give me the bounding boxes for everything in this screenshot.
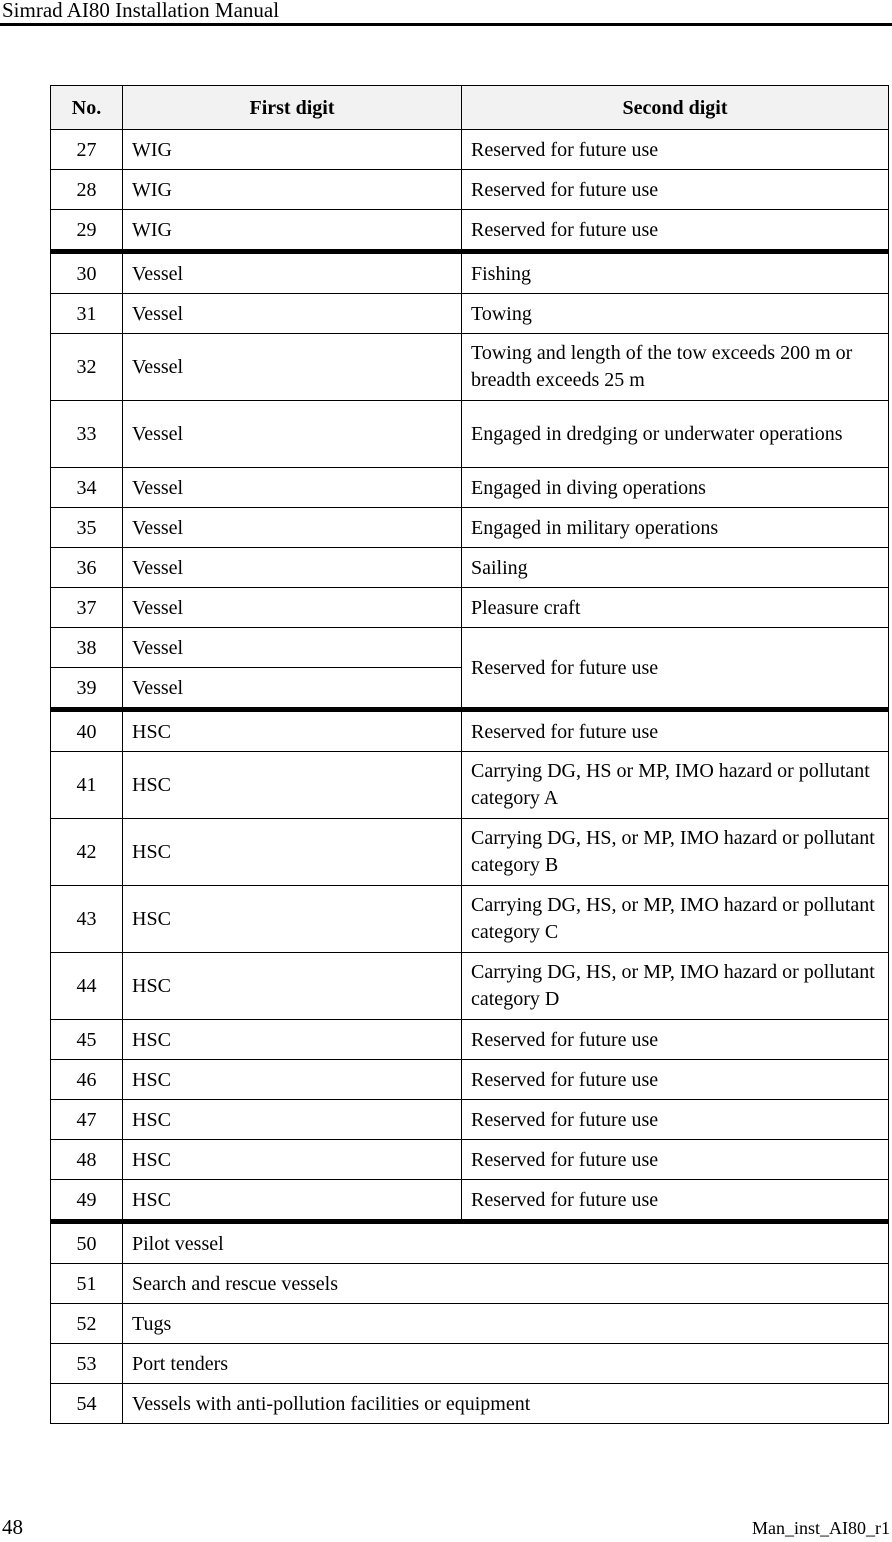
cell-first-digit: Vessel xyxy=(123,294,462,334)
cell-second-digit-merged: Reserved for future use xyxy=(462,628,889,710)
table-row xyxy=(51,1140,889,1180)
cell-no: 54 xyxy=(51,1384,123,1424)
cell-description: Vessels with anti-pollution facilities or equipment xyxy=(123,1384,889,1424)
cell-no: 47 xyxy=(51,1100,123,1140)
document-id: Man_inst_AI80_r1 xyxy=(752,1518,890,1538)
table-row xyxy=(51,294,889,334)
table-row xyxy=(51,252,889,294)
table-row xyxy=(51,1060,889,1100)
column-header-first-digit: First digit xyxy=(123,86,462,130)
cell-no: 29 xyxy=(51,210,123,252)
cell-first-digit: WIG xyxy=(123,210,462,252)
cell-second-digit: Reserved for future use xyxy=(462,1100,889,1140)
cell-first-digit: HSC xyxy=(123,953,462,1020)
cell-second-digit: Reserved for future use xyxy=(462,130,889,170)
cell-second-digit: Towing xyxy=(462,294,889,334)
cell-no: 52 xyxy=(51,1304,123,1344)
cell-first-digit: HSC xyxy=(123,886,462,953)
cell-no: 32 xyxy=(51,334,123,401)
table-row xyxy=(51,752,889,819)
cell-first-digit: HSC xyxy=(123,1180,462,1222)
cell-description: Tugs xyxy=(123,1304,889,1344)
cell-no: 34 xyxy=(51,468,123,508)
cell-first-digit: HSC xyxy=(123,819,462,886)
cell-no: 35 xyxy=(51,508,123,548)
table-row xyxy=(51,819,889,886)
cell-first-digit: Vessel xyxy=(123,334,462,401)
cell-second-digit: Reserved for future use xyxy=(462,1060,889,1100)
table-row xyxy=(51,1264,889,1304)
cell-no: 46 xyxy=(51,1060,123,1100)
cell-no: 49 xyxy=(51,1180,123,1222)
table-row xyxy=(51,710,889,752)
cell-no: 53 xyxy=(51,1344,123,1384)
ship-type-table xyxy=(50,85,889,1424)
cell-second-digit: Reserved for future use xyxy=(462,1180,889,1222)
cell-no: 41 xyxy=(51,752,123,819)
cell-second-digit: Fishing xyxy=(462,252,889,294)
cell-first-digit: HSC xyxy=(123,1060,462,1100)
table-row xyxy=(51,548,889,588)
cell-first-digit: WIG xyxy=(123,130,462,170)
cell-no: 27 xyxy=(51,130,123,170)
cell-first-digit: Vessel xyxy=(123,588,462,628)
cell-second-digit: Pleasure craft xyxy=(462,588,889,628)
table-row xyxy=(51,1344,889,1384)
cell-first-digit: Vessel xyxy=(123,401,462,468)
cell-no: 33 xyxy=(51,401,123,468)
table-row xyxy=(51,1304,889,1344)
cell-description: Search and rescue vessels xyxy=(123,1264,889,1304)
cell-second-digit: Towing and length of the tow exceeds 200 m or breadth exceeds 25 m xyxy=(462,334,889,401)
table-row xyxy=(51,1020,889,1060)
cell-first-digit: HSC xyxy=(123,1140,462,1180)
cell-second-digit: Reserved for future use xyxy=(462,1140,889,1180)
cell-first-digit: WIG xyxy=(123,170,462,210)
cell-second-digit: Engaged in diving operations xyxy=(462,468,889,508)
column-header-no: No. xyxy=(51,86,123,130)
cell-first-digit: Vessel xyxy=(123,468,462,508)
cell-no: 31 xyxy=(51,294,123,334)
table-row xyxy=(51,1100,889,1140)
cell-no: 38 xyxy=(51,628,123,668)
cell-second-digit: Carrying DG, HS, or MP, IMO hazard or pollutant category D xyxy=(462,953,889,1020)
cell-no: 30 xyxy=(51,252,123,294)
cell-second-digit: Carrying DG, HS or MP, IMO hazard or pollutant category A xyxy=(462,752,889,819)
table-row xyxy=(51,210,889,252)
cell-second-digit: Reserved for future use xyxy=(462,170,889,210)
cell-first-digit: Vessel xyxy=(123,628,462,668)
page-number: 48 xyxy=(2,1515,23,1539)
table-row xyxy=(51,953,889,1020)
cell-no: 45 xyxy=(51,1020,123,1060)
header-title: Simrad AI80 Installation Manual xyxy=(2,0,280,22)
cell-second-digit: Carrying DG, HS, or MP, IMO hazard or pollutant category B xyxy=(462,819,889,886)
cell-no: 43 xyxy=(51,886,123,953)
cell-second-digit: Engaged in dredging or underwater operations xyxy=(462,401,889,468)
table-header-row xyxy=(51,86,889,130)
table-row xyxy=(51,170,889,210)
cell-no: 48 xyxy=(51,1140,123,1180)
cell-no: 28 xyxy=(51,170,123,210)
table-row xyxy=(51,508,889,548)
cell-second-digit: Sailing xyxy=(462,548,889,588)
cell-first-digit: HSC xyxy=(123,1100,462,1140)
cell-first-digit: HSC xyxy=(123,1020,462,1060)
cell-second-digit: Reserved for future use xyxy=(462,1020,889,1060)
cell-no: 51 xyxy=(51,1264,123,1304)
page-header xyxy=(0,0,892,26)
cell-no: 37 xyxy=(51,588,123,628)
cell-first-digit: HSC xyxy=(123,752,462,819)
table-row xyxy=(51,628,889,668)
table-row xyxy=(51,1180,889,1222)
cell-second-digit: Engaged in military operations xyxy=(462,508,889,548)
cell-no: 50 xyxy=(51,1222,123,1264)
cell-first-digit: HSC xyxy=(123,710,462,752)
cell-no: 36 xyxy=(51,548,123,588)
table-row xyxy=(51,130,889,170)
cell-no: 44 xyxy=(51,953,123,1020)
table-row xyxy=(51,1222,889,1264)
cell-second-digit: Reserved for future use xyxy=(462,710,889,752)
table-row xyxy=(51,334,889,401)
cell-first-digit: Vessel xyxy=(123,548,462,588)
cell-first-digit: Vessel xyxy=(123,668,462,710)
table-row xyxy=(51,886,889,953)
cell-no: 39 xyxy=(51,668,123,710)
cell-second-digit: Reserved for future use xyxy=(462,210,889,252)
table-row xyxy=(51,588,889,628)
table-row xyxy=(51,401,889,468)
table-row xyxy=(51,1384,889,1424)
cell-second-digit: Carrying DG, HS, or MP, IMO hazard or pollutant category C xyxy=(462,886,889,953)
cell-first-digit: Vessel xyxy=(123,252,462,294)
cell-no: 42 xyxy=(51,819,123,886)
cell-description: Pilot vessel xyxy=(123,1222,889,1264)
cell-description: Port tenders xyxy=(123,1344,889,1384)
cell-first-digit: Vessel xyxy=(123,508,462,548)
table-row xyxy=(51,468,889,508)
column-header-second-digit: Second digit xyxy=(462,86,889,130)
cell-no: 40 xyxy=(51,710,123,752)
